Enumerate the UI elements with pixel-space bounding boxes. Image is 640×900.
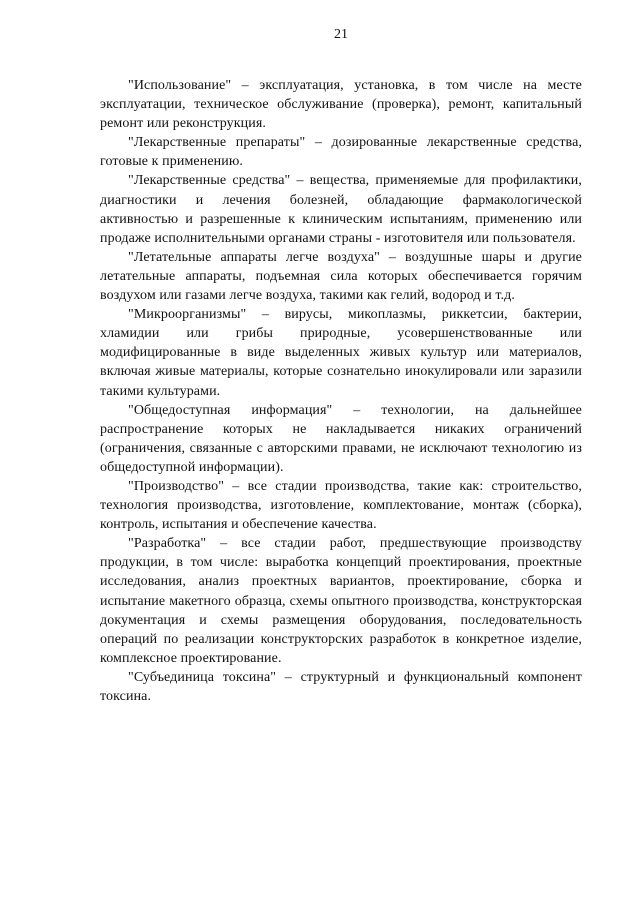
definition-public-domain: "Общедоступная информация" – технологии, на дальнейшее распространение которых не накладывается никаких ограничений (ограничения, связанные с авторскими правами, не исключают технологию из общедоступной информации). [100,402,582,475]
definition-lighter-than-air-vehicles: "Летательные аппараты легче воздуха" – воздушные шары и другие летательные аппараты, подъемная сила которых обеспечивается горячим воздухом или газами легче воздуха, такими как гелий, водород и т.д. [100,249,582,304]
definition-microorganisms: "Микроорганизмы" – вирусы, микоплазмы, риккетсии, бактерии, хламидии или грибы природные, усовершенствованные или модифицированные в виде выделенных живых культур или материалов, включая живые материалы, которые сознательно инокулировали или заразили такими культурами. [100,307,582,399]
definition-production: "Производство" – все стадии производства, такие как: строительство, технология производства, изготовление, комплектование, монтаж (сборка), контроль, испытания и обеспечение качества. [100,478,582,533]
definition-usage: "Использование" – эксплуатация, установка, в том числе на месте эксплуатации, техническое обслуживание (проверка), ремонт, капитальный ремонт или реконструкция. [100,78,582,132]
definition-medicinal-preparations: "Лекарственные препараты" – дозированные лекарственные средства, готовые к применению. [100,135,582,170]
page-body [100,76,582,706]
definition-medicinal-substances: "Лекарственные средства" – вещества, применяемые для профилактики, диагностики и лечения болезней, обладающие фармакологической активностью и разрешенные к клиническим испытаниям, применению или продаже исполнительными органами страны - изготовителя или пользователя. [100,173,582,246]
definition-development: "Разработка" – все стадии работ, предшествующие производству продукции, в том числе: выработка концепций проектирования, проектные исследования, анализ проектных вариантов, проектирование, сборка и испытание макетного образца, схемы опытного производства, конструкторская документация и схемы размещения оборудования, последовательность операций по реализации конструкторских разработок в конкретное изделие, комплексное проектирование. [100,536,582,666]
page-number: 21 [334,27,348,42]
definition-toxin-subunit: "Субъединица токсина" – структурный и функциональный компонент токсина. [100,669,582,704]
